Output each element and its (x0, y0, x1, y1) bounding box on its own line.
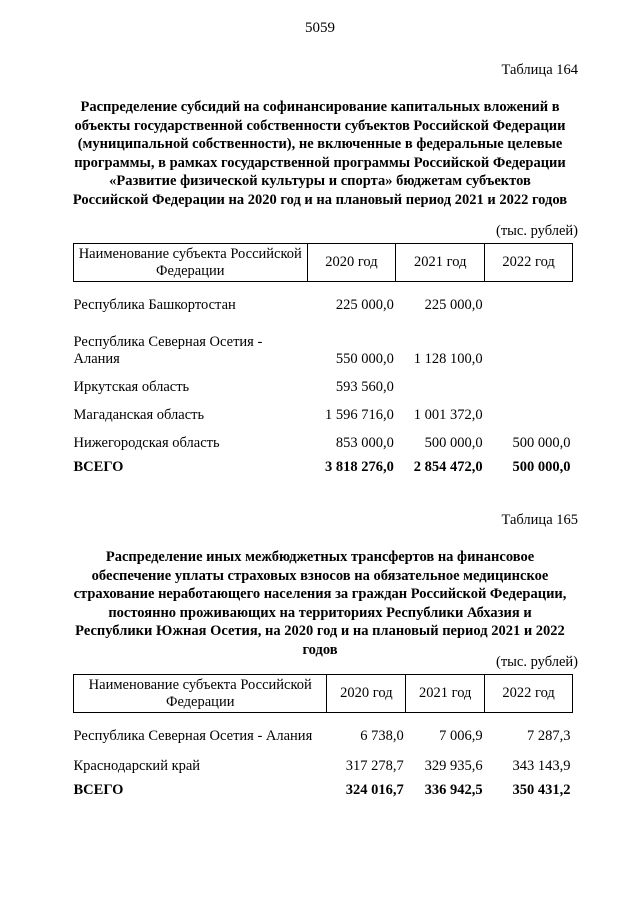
table-row (74, 745, 573, 775)
table-165 (73, 674, 573, 799)
table-164 (73, 243, 573, 476)
header-subject: Наименование субъекта Российской Федерации (74, 675, 327, 713)
value-2020: 225 000,0 (335, 296, 394, 313)
row-subject: Республика Северная Осетия - Алания (73, 727, 313, 744)
value-2021: 500 000,0 (424, 434, 483, 451)
total-2020: 3 818 276,0 (324, 458, 394, 475)
value-2022 (485, 314, 573, 368)
total-2020: 324 016,7 (345, 781, 404, 798)
total-2021: 2 854 472,0 (413, 458, 483, 475)
value-2022: 343 143,9 (512, 757, 571, 774)
total-2022: 500 000,0 (512, 458, 571, 475)
value-2020: 550 000,0 (335, 350, 394, 367)
header-2020: 2020 год (327, 675, 406, 713)
row-subject: Республика Северная Осетия - Алания (73, 333, 263, 367)
page-number: 5059 (305, 20, 335, 36)
value-2021: 1 001 372,0 (413, 406, 483, 423)
row-subject: Республика Башкортостан (73, 296, 236, 313)
table-164-title: Распределение субсидий на софинансирование капитальных вложений в объекты государственной собственности субъектов Российской Федерации (муниципальной собственности), не включенные в федеральные целевые программы, в рамках государственной программы Российской Федерации «Развитие физической культуры и спорта» бюджетам субъектов Российской Федерации на 2020 год и на плановый период 2021 и 2022 годов (72, 99, 568, 208)
value-2022: 7 287,3 (527, 727, 571, 744)
total-2021: 336 942,5 (424, 781, 483, 798)
row-subject: Нижегородская область (73, 434, 220, 451)
row-subject: Иркутская область (73, 378, 190, 395)
table-165-unit: (тыс. рублей) (496, 654, 578, 670)
header-2022: 2022 год (485, 675, 573, 713)
total-label: ВСЕГО (73, 458, 124, 475)
total-row (74, 775, 573, 799)
value-2022 (485, 396, 573, 424)
table-165-title: Распределение иных межбюджетных трансфертов на финансовое обеспечение уплаты страховых взносов на обязательное медицинское страхование неработающего населения за граждан Российской Федерации, постоянно проживающих на территориях Республики Абхазия и Республики Южная Осетия, на 2020 год и на плановый период 2021 и 2022 годов (73, 549, 567, 658)
row-subject: Краснодарский край (73, 757, 201, 774)
header-2021: 2021 год (396, 244, 485, 282)
table-row (74, 396, 573, 424)
value-2022 (485, 282, 573, 314)
value-2020: 1 596 716,0 (324, 406, 394, 423)
table-row (74, 282, 573, 314)
table-row (74, 368, 573, 396)
value-2021 (396, 368, 485, 396)
value-2022 (485, 368, 573, 396)
table-row (74, 314, 573, 368)
value-2020: 593 560,0 (335, 378, 394, 395)
total-label: ВСЕГО (73, 781, 124, 798)
row-subject: Магаданская область (73, 406, 205, 423)
value-2020: 317 278,7 (345, 757, 404, 774)
table-165-label: Таблица 165 (501, 512, 578, 528)
value-2020: 853 000,0 (335, 434, 394, 451)
header-2022: 2022 год (485, 244, 573, 282)
total-row (74, 452, 573, 476)
header-2020: 2020 год (307, 244, 396, 282)
table-164-unit: (тыс. рублей) (496, 223, 578, 239)
value-2021: 1 128 100,0 (413, 350, 483, 367)
value-2021: 225 000,0 (424, 296, 483, 313)
value-2021: 329 935,6 (424, 757, 483, 774)
total-2022: 350 431,2 (512, 781, 571, 798)
value-2022: 500 000,0 (512, 434, 571, 451)
value-2021: 7 006,9 (439, 727, 483, 744)
value-2020: 6 738,0 (360, 727, 404, 744)
header-2021: 2021 год (406, 675, 485, 713)
table-row (74, 424, 573, 452)
table-row (74, 713, 573, 745)
table-164-label: Таблица 164 (501, 62, 578, 78)
header-subject: Наименование субъекта Российской Федерации (74, 244, 308, 282)
